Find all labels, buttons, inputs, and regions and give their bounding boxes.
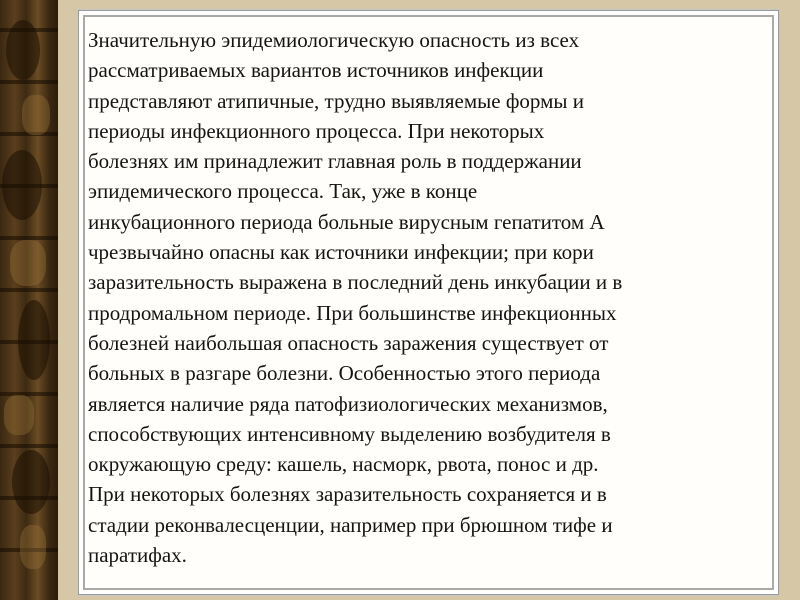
band-texture-blot [12,450,50,514]
paragraph-line: окружающую среду: кашель, насморк, рвота, понос и др. [88,452,599,477]
paragraph-line: При некоторых болезнях заразительность сохраняется и в [88,482,607,507]
paragraph-line: больных в разгаре болезни. Особенностью этого периода [88,361,601,386]
paragraph-line: представляют атипичные, трудно выявляемые формы и [88,88,584,113]
paragraph-line: способствующих интенсивному выделению возбудителя в [88,421,611,446]
paragraph-line: стадии реконвалесценции, например при брюшном тифе и [88,512,613,537]
band-texture-highlight [20,525,46,569]
slide-text-box [78,10,779,595]
paragraph-line: чрезвычайно опасны как источники инфекции; при кори [88,240,594,265]
paragraph-line: рассматриваемых вариантов источников инфекции [88,58,544,83]
paragraph-line: периоды инфекционного процесса. При некоторых [88,118,545,143]
paragraph-line: инкубационного периода больные вирусным гепатитом А [88,209,605,234]
paragraph-line: является наличие ряда патофизиологических механизмов, [88,391,608,416]
paragraph-line: продромальном периоде. При большинстве инфекционных [88,300,617,325]
paragraph-line: болезнях им принадлежит главная роль в поддержании [88,149,582,174]
band-texture-highlight [4,395,34,435]
band-texture-blot [6,20,40,80]
paragraph-line: заразительность выражена в последний день инкубации и в [88,270,623,295]
paragraph [88,25,776,570]
band-texture-highlight [22,95,50,135]
band-texture-blot [18,300,50,380]
paragraph-line: эпидемического процесса. Так, уже в конце [88,179,478,204]
band-texture-highlight [10,240,46,286]
decorative-wood-band [0,0,58,600]
paragraph-line: Значительную эпидемиологическую опасность из всех [88,28,580,52]
paragraph-line: паратифах. [88,543,187,568]
band-texture-blot [2,150,42,220]
paragraph-line: болезней наибольшая опасность заражения существует от [88,330,609,355]
